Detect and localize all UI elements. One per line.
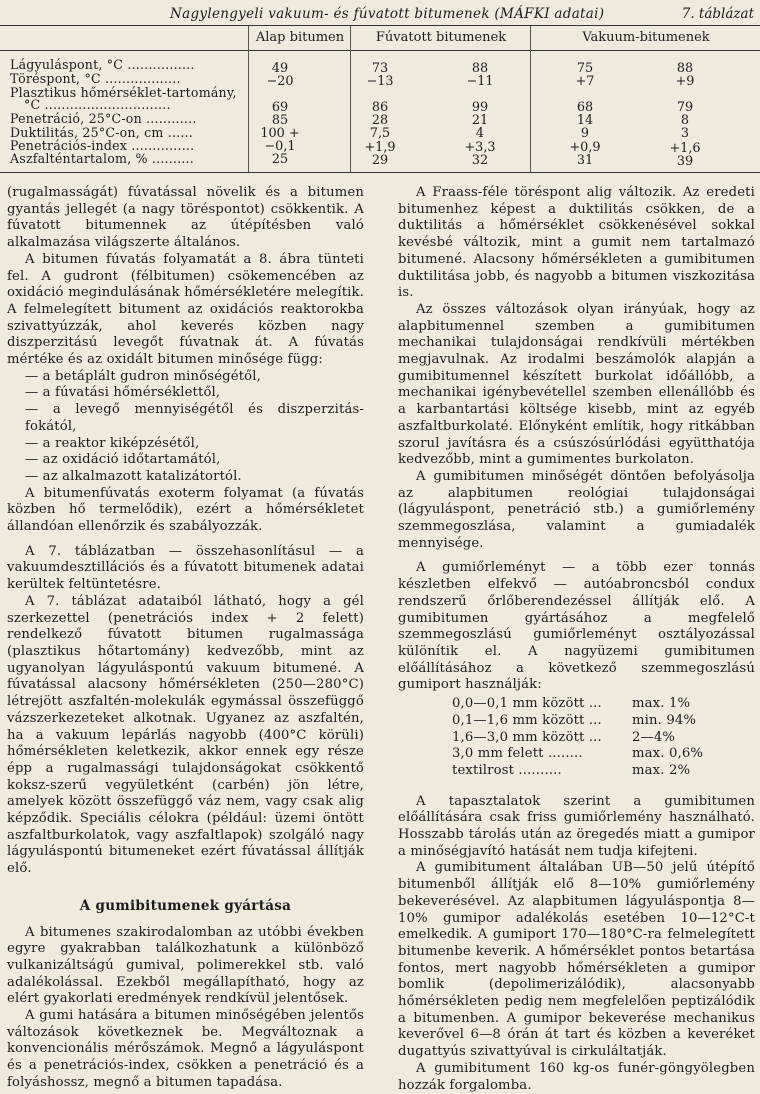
- list-item: — a betáplált gudron minőségétől,: [25, 368, 261, 384]
- table-bottom-rule: [0, 172, 760, 173]
- paragraph: A 7. táblázat adataiból látható, hogy a gél szerkezettel (penetrációs index + 2 felett) rendelkező fúvatott bitumen rugalmassága (plasztikus hőtartomány) kedvezőbb, mint az ugyanolyan lágyuláspontú vakuum bitumené. A fúvatással alacsony hőmérsékleten (250—280°C) létrejött aszfaltén-molekulák egymással összefüggő vázszerkezeteket alkotnak. Ugyanez az aszfaltén, ha a vakuum lepárlás nagyobb (400°C körüli) hőmérsékleten keletkezik, akkor ennek egy része épp a rugalmassági tulajdonságokat csökkentő koksz-szerű vegyületként (carbén) jön létre, amelyek között összefüggő váz nem, vagy csak alig képződik. Speciális célokra (például: üzemi öntött aszfaltburkolatok, vagy aszfaltlapok) szolgáló nagy lágyuláspontú bitumeneket ezért fúvatással állítják elő.: [7, 593, 364, 877]
- fraction-range: 0,1—1,6 mm között ...: [452, 712, 602, 728]
- paragraph: A gumi hatására a bitumen minőségében jelentős változások következnek be. Megváltoznak a konvencionális mérőszámok. Megnő a lágyuláspont és a penetrációs-index, csökken a penetráció és a folyáshossz, megnő a bitumen tapadása.: [7, 1008, 364, 1090]
- list-item: — a levegő mennyiségétől és diszperzitás-fokától,: [25, 402, 364, 434]
- table-cell: 100 +: [260, 126, 300, 141]
- list-item: [452, 730, 755, 747]
- paragraph: A bitumenfúvatás exoterm folyamat (a fúvatás közben hő termelődik), ezért a hőmérsékletet állandóan ellenőrzik és szabályozzák.: [7, 485, 364, 535]
- row-label: Töréspont, °C ..................: [10, 71, 181, 86]
- list-item: [452, 713, 755, 730]
- table-cell: 31: [576, 153, 594, 168]
- table-cell: 49: [271, 61, 289, 76]
- table-cell: 86: [371, 100, 389, 115]
- table-cell: 8: [680, 113, 690, 128]
- column-header-blown: Fúvatott bitumenek: [375, 30, 507, 45]
- row-label: Plasztikus hőmérséklet-tartomány,: [10, 85, 237, 100]
- table-cell: +7: [575, 74, 595, 89]
- table-cell: 73: [371, 61, 389, 76]
- table-divider: [530, 26, 531, 172]
- paragraph: A bitumenes szakirodalomban az utóbbi években egyre gyakrabban találkozhatunk a különböző vulkanizáltságú gumival, polimerekkel stb. való adalékolással. Ezekből megállapítható, hogy az elért gyakorlati eredmények rendkívül jelentősek.: [7, 924, 364, 1007]
- table-cell: +3,3: [464, 140, 496, 155]
- table-cell: 88: [676, 61, 694, 76]
- column-header-base: Alap bitumen: [255, 30, 345, 45]
- fraction-value: 2—4%: [632, 729, 676, 745]
- table-cell: +0,9: [569, 140, 601, 155]
- paragraph: A Fraass-féle töréspont alig változik. Az eredeti bitumenhez képest a duktilitás csökken, de a duktilitás a hőmérséklet csökkenésével sokkal kevésbé változik, mint a gumit nem tartalmazó bitumené. Alacsony hőmérsékleten a gumibitumen duktilitása jobb, és nagyobb a bitumen viszkozitása is.: [398, 185, 755, 301]
- paragraph: (rugalmasságát) fúvatással növelik és a bitumen gyantás jellegét (a nagy töréspontot) csökkentik. A fúvatott bitumennek az útépítésben való alkalmazása világszerte általános.: [7, 185, 364, 251]
- list-item: — az alkalmazott katalizátortól.: [25, 468, 242, 484]
- table-cell: −11: [466, 74, 494, 89]
- table-cell: 14: [576, 113, 594, 128]
- fraction-range: 3,0 mm felett ........: [452, 746, 583, 762]
- table-cell: 4: [475, 126, 485, 141]
- table-top-rule: [0, 25, 760, 26]
- fraction-range: 1,6—3,0 mm között ...: [452, 729, 602, 745]
- paragraph: A gumiőrleményt — a több ezer tonnás készletben elfekvő — autóabroncsból condux rendszerű őrlőberendezéssel állítják elő. A gumibitumen gyártásához a megfelelő szemmegoszlású gumiőrleményt osztályozással különítik el. A nagyüzemi gumibitumen előállításához a következő szemmegoszlású gumiport használják:: [398, 560, 755, 693]
- table-cell: 28: [371, 113, 389, 128]
- list-item: [452, 696, 755, 713]
- fraction-range: textilrost ..........: [452, 762, 562, 778]
- table-cell: −13: [366, 74, 394, 89]
- list-item: — az oxidáció időtartamától,: [25, 452, 221, 468]
- table-cell: 32: [471, 153, 489, 168]
- table-cell: 99: [471, 100, 489, 115]
- row-label: Aszfalténtartalom, % ..........: [10, 151, 194, 166]
- table-cell: 25: [271, 152, 289, 167]
- row-label: Duktilitás, 25°C-on, cm ......: [10, 125, 193, 140]
- list-item: [452, 746, 755, 763]
- fraction-value: max. 1%: [632, 696, 691, 712]
- fraction-value: max. 0,6%: [632, 746, 704, 762]
- list-item: — a fúvatási hőmérséklettől,: [25, 385, 221, 401]
- table-cell: 7,5: [369, 126, 391, 141]
- table-cell: +1,6: [669, 141, 701, 156]
- table-cell: 3: [680, 126, 690, 141]
- paragraph: A gumibitument általában UB—50 jelű útépítő bitumenből állítják elő 8—10% gumiőrlemény bekeverésével. Az alapbitumen lágyuláspontja 8—10% gumipor adalékolás esetében 10—12°C-t emelkedik. A gumiport 170—180°C-ra felmelegített bitumenbe keverik. A hőmérséklet pontos betartása fontos, mert nagyobb hőmérsékleten a gumipor bomlik (depolimerizálódik), alacsonyabb hőmérsékleten pedig nem megfelelően peptizálódik a bitumenben. A gumipor bekeverése mechanikus keverővel 6—8 órán át tart és közben a keveréket dugattyús szivattyúval is cirkuláltatják.: [398, 860, 755, 1060]
- paragraph: A gumibitumen minőségét döntően befolyásolja az alapbitumen reológiai tulajdonságai (lágyuláspont, penetráció stb.) a gumiőrlemény szemmegoszlása, valamint a gumiadalék mennyisége.: [398, 468, 755, 551]
- table-cell: 75: [576, 61, 594, 76]
- table-cell: −20: [266, 74, 294, 89]
- fraction-value: max. 2%: [632, 762, 691, 778]
- fraction-value: min. 94%: [632, 712, 697, 728]
- row-label: Penetráció, 25°C-on ............: [10, 111, 197, 126]
- list-item: [452, 763, 755, 780]
- paragraph: A tapasztalatok szerint a gumibitumen előállítására csak friss gumiőrlemény használható. Hosszabb tárolás után az öregedés miatt a gumipor a minőségjavító hatását nem tudja kifejteni.: [398, 793, 755, 859]
- row-label: °C ..............................: [24, 97, 171, 112]
- paragraph: A bitumen fúvatás folyamatát a 8. ábra tünteti fel. A gudront (félbitumen) csökemencében az oxidáció megindulásának hőmérsékletére melegítik. A felmelegített bitument az oxidációs reaktorokba szivattyúzzák, ahol keverés közben nagy diszperzitású levegőt fúvatnak át. A fúvatás mértéke és az oxidált bitumen minősége függ:: [7, 251, 364, 368]
- row-label: Lágyuláspont, °C ................: [10, 57, 195, 72]
- paragraph: Az összes változások olyan irányúak, hogy az alapbitumennel szemben a gumibitumen mechanikai tulajdonságai rendkívüli mértékben megjavulnak. Az irodalmi beszámolók alapján a gumibitumennel készített burkolat időállóbb, a mechanikai igénybevétellel szemben ellenállóbb és a karbantartási költsége kisebb, mint az egyéb aszfaltburkolaté. Előnyként említik, hogy ritkábban szorul javításra és a csúszósúrlódási együtthatója kedvezőbb, mint a gumimentes burkolaton.: [398, 301, 755, 468]
- table-cell: 68: [576, 100, 594, 115]
- table-cell: 79: [676, 100, 694, 115]
- table-cell: 88: [471, 61, 489, 76]
- text-column-right: [398, 185, 755, 1094]
- table-cell: +9: [675, 74, 695, 89]
- row-label: Penetrációs-index ...............: [10, 138, 195, 153]
- paragraph: A gumibitument 160 kg-os funér-göngyölegben hozzák forgalomba.: [398, 1060, 755, 1093]
- text-column-left: [7, 185, 364, 1092]
- table-header-rule: [0, 50, 760, 51]
- section-heading: A gumibitumenek gyártása: [79, 897, 292, 914]
- table-cell: 69: [271, 100, 289, 115]
- table-title: Nagylengyeli vakuum- és fúvatott bitumenek (MÁFKI adatai): [170, 6, 605, 22]
- table-cell: 9: [580, 126, 590, 141]
- table-cell: 85: [271, 113, 289, 128]
- table-header-bar: [0, 0, 760, 24]
- fraction-range: 0,0—0,1 mm között ...: [452, 696, 602, 712]
- table-cell: 29: [371, 153, 389, 168]
- particle-size-table: [452, 696, 755, 780]
- column-header-vacuum: Vakuum-bitumenek: [582, 30, 710, 45]
- table-cell: −0,1: [264, 139, 296, 154]
- paragraph: A 7. táblázatban — összehasonlításul — a vakuumdesztillációs és a fúvatott bitumenek adatai kerültek feltüntetésre.: [7, 543, 364, 593]
- table-cell: +1,9: [364, 140, 396, 155]
- table-cell: 21: [471, 113, 489, 128]
- table-cell: 39: [676, 154, 694, 169]
- table-number: 7. táblázat: [681, 6, 754, 22]
- list-item: — a reaktor kiképzésétől,: [25, 435, 200, 451]
